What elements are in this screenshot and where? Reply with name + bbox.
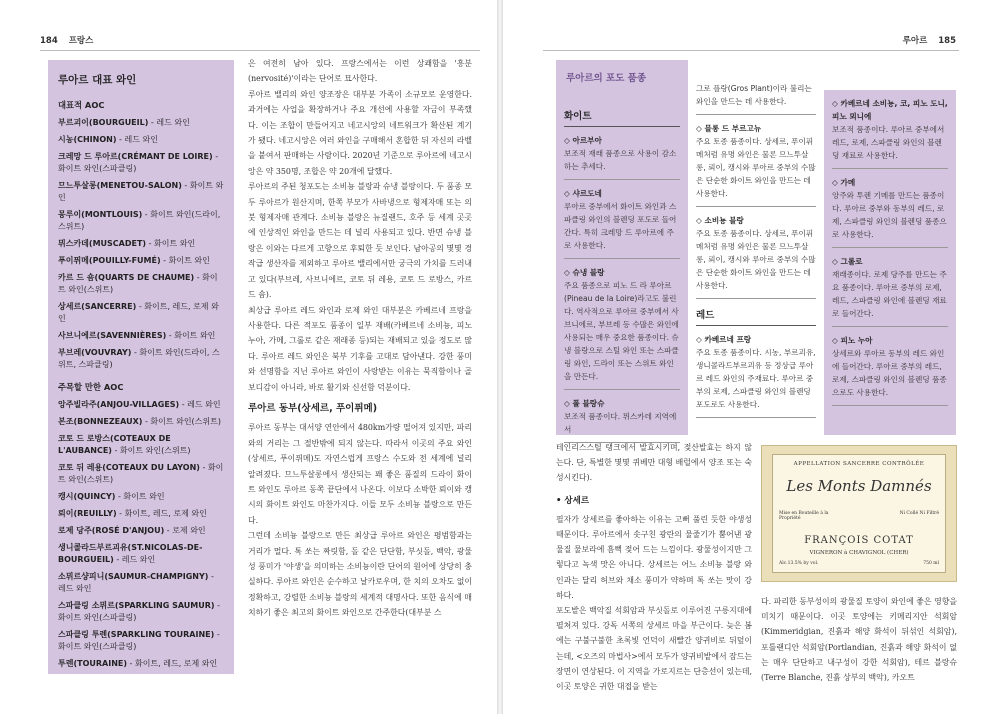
sidebar-wine-item — [58, 433, 224, 457]
sidebar-wine-item — [58, 209, 224, 233]
sidebar-wine-item — [58, 399, 224, 411]
grape-desc: 보조적 품종이다. 루아르 중부에서 레드, 로제, 스파클링 와인의 블렌딩 재료로 사용한다. — [832, 123, 948, 169]
label-wine-name: Les Monts Damnés — [786, 477, 932, 495]
wine-type: - 화이트, 레드, 로제 와인 — [127, 659, 218, 668]
grape-desc: 보조적 재래 품종으로 사용이 감소하는 추세다. — [564, 147, 680, 180]
grape-name: ◇ 폴 블랑슈 — [564, 399, 605, 408]
sidebar-wine-item — [58, 134, 224, 146]
wine-type: - 레드 와인 — [116, 135, 158, 144]
sidebar-wine-item — [58, 347, 224, 371]
wine-name: 스파클링 투렌(SPARKLING TOURAINE) — [58, 630, 215, 639]
sidebar-groups — [58, 99, 224, 670]
sidebar-wine-item — [58, 301, 224, 325]
wine-type: - 화이트 와인(드라이, 스위트) — [58, 210, 221, 231]
header-rule — [543, 50, 959, 51]
wine-name: 부브레(VOUVRAY) — [58, 348, 132, 357]
right-body-right — [761, 594, 957, 685]
sidebar-wine-item — [58, 658, 224, 670]
category-heading: 화이트 — [564, 110, 680, 127]
wine-type: - 레드 와인 — [58, 572, 214, 593]
wine-type: - 화이트 와인(스파클링) — [58, 601, 221, 622]
section-heading: • 상세르 — [556, 495, 590, 506]
label-alcohol: Alc.13.5% by vol. — [779, 561, 819, 566]
running-head: 루아르 — [902, 36, 928, 46]
sidebar-wine-item — [58, 462, 224, 486]
label-right-note: Ni Collé Ni Filtré — [899, 511, 939, 516]
wine-type: - 화이트 와인 — [160, 256, 210, 265]
grape-name: ◇ 그롤로 — [832, 257, 863, 266]
sidebar-wine-item — [58, 525, 224, 537]
grape-desc: 주요 토종 품종이다. 상세르, 푸이퓌메처럼 유명 와인은 물론 므느투살롱, 뢰이, 캥시와 루아르 중부의 수많은 단순한 화이트 와인을 만드는 데 사용한다. — [696, 135, 816, 207]
sidebar-wine-item — [58, 255, 224, 267]
wine-name: 투렌(TOURAINE) — [58, 659, 128, 668]
sidebar-group-heading: 주목할 만한 AOC — [58, 382, 124, 392]
sidebar-wine-item — [58, 151, 224, 175]
paragraph: 은 여전히 남아 있다. 프랑스에서는 이런 상쾌함을 '흥분(nervosité)'이라는 단어로 묘사한다. — [248, 59, 472, 84]
sidebar-wine-item — [58, 180, 224, 204]
wine-name: 생니콜라드부르괴유(ST.NICOLAS-DE-BOURGUEIL) — [58, 543, 203, 564]
wine-type: - 화이트 와인(스위트) — [58, 273, 218, 294]
label-volume: 750 ml — [923, 561, 939, 566]
grape-desc: 보조적 품종이다. 뮈스카데 지역에서 — [564, 410, 680, 443]
wine-type: - 화이트 와인(스위트) — [142, 417, 221, 426]
running-head: 프랑스 — [68, 36, 94, 46]
paragraph: 테인리스스틸 탱크에서 발효시키며, 젖산발효는 하지 않는다. 단, 특별한 몇몇 퀴베만 대형 배럴에서 양조 또는 숙성시킨다). — [556, 443, 752, 483]
sidebar-wine-item — [58, 238, 224, 250]
wine-name: 시농(CHINON) — [58, 135, 117, 144]
sidebar-wine-item — [58, 542, 224, 566]
paragraph: 필자가 상세르를 좋아하는 이유는 고뻐 풀린 듯한 야생성 때문이다. 루아르에서 솟구친 광란의 물줄기가 뿜어낸 광물질 물보라에 흠뻑 젖어 드는 느낌이다. 광물성이지만 그렇다고 녹색 맛은 아니다. 상세르는 어느 소비뇽 블랑 와인과는 달리 허브와 채소 풍미가 약하며 톡 쏘는 맛이 강하다. — [556, 514, 752, 600]
grape-name: ◇ 아르부아 — [564, 136, 602, 145]
sidebar-wine-item — [58, 330, 224, 342]
wine-name: 로제 당주(ROSÉ D'ANJOU) — [58, 526, 165, 535]
right-page-header — [903, 34, 956, 46]
paragraph: 루아르 밸리의 와인 양조장은 대부분 가족이 소규모로 운영한다. 과거에는 사업을 확장하거나 주요 개선에 사용할 자금이 부족했다. 이는 조합이 만들어지고 네고시앙의 네트워크가 확산된 계기가 됐다. 네고시앙은 여러 와인을 구매해서 혼합한 뒤 자신의 라벨을 붙여서 판매하는 사람이다. 2020년 기준으로 루아르에 네고시앙은 약 350명, 조합은 약 20개에 달했다. — [248, 89, 472, 176]
sidebar-title: 루아르 대표 와인 — [58, 74, 137, 86]
paragraph: 그런데 소비뇽 블랑으로 만든 최상급 루아르 와인은 평범함과는 거리가 멀다. 톡 쏘는 짜릿함, 돌 같은 단단함, 부싯돌, 백악, 광물성 풍미가 '야생'을 의미하는 소비뇽이란 단어의 원어에 상당히 충실하다. 루아르 와인은 순수하고 날카로우며, 한 치의 오차도 없이 정확하고, 강렬한 소비뇽 블랑의 세계적 대명사다. 또한 음식에 매치하기 좋은 최고의 화이트 와인으로 간주한다(대부분 스 — [248, 531, 472, 618]
wine-type: - 화이트, 레드, 로제 와인 — [58, 302, 219, 323]
wine-type: - 화이트 와인(스파클링) — [58, 152, 219, 173]
sidebar-wine-item — [58, 272, 224, 296]
grape-entries — [564, 134, 680, 443]
wine-type: - 화이트 와인(스위트) — [58, 463, 224, 484]
wine-type: - 화이트 와인 — [115, 492, 165, 501]
sidebar-wine-item — [58, 600, 224, 624]
label-appellation: APPELLATION SANCERRE CONTRÔLÉE — [793, 461, 925, 467]
grape-name: ◇ 피노 누아 — [832, 336, 873, 345]
left-page — [0, 0, 497, 714]
label-location: VIGNERON à CHAVIGNOL (CHER) — [809, 550, 909, 556]
grape-name: ◇ 믈롱 드 부르고뉴 — [696, 124, 762, 133]
section-heading: 루아르 동부(상세르, 푸이퓌메) — [248, 402, 378, 414]
paragraph: 루아르의 주된 청포도는 소비뇽 블랑과 슈냉 블랑이다. 두 품종 모두 루아르가 원산지며, 한쪽 부모가 사바냉으로 형제자매 또는 의붓 형제자매 관계다. 소비뇽 블랑은 뉴질랜드, 호주 등 세계 곳곳에 인상적인 와인을 만드는 데 널리 사용되고 있다. 반면 슈냉 블랑은 이와는 다르게 고향으로 후퇴한 듯 보인다. 남아공의 몇몇 경작급 생산자를 제외하고 루아르 밸리에서만 궁극의 가치를 드러내고 있다(부브레, 사브니에르, 코토 뒤 레용, 코토 드 로방스, 카르 드 숌). — [248, 182, 472, 300]
wine-type: - 화이트 와인(스파클링) — [58, 630, 220, 651]
sidebar-wine-item — [58, 491, 224, 503]
paragraph: 포도밭은 백악질 석회암과 부싯돌로 이루어진 구릉지대에 펼쳐져 있다. 강독 서쪽의 상세르 마을 부근이다. 늦은 봄에는 구불구불한 초록빛 언덕이 새빨간 양귀비로 뒤덮이는데, <오즈의 마법사>에서 모두가 양귀비밭에서 잠드는 장면이 연상된다. 이 지역을 가로지르는 단층선이 있는데, 이곳 토양은 귀한 대접을 받는 — [556, 606, 752, 692]
wine-type: - 화이트, 레드, 로제 와인 — [116, 509, 207, 518]
sidebar-group-heading: 대표적 AOC — [58, 100, 105, 110]
wine-type: - 레드 와인 — [113, 555, 156, 564]
wine-name: 앙주빌라주(ANJOU-VILLAGES) — [58, 400, 180, 409]
left-body-column — [248, 56, 472, 621]
grape-desc: 상세르와 루아르 동부의 레드 와인에 들어간다. 루아르 중부의 레드, 로제, 스파클링 와인의 블렌딩 품종으로도 사용한다. — [832, 347, 948, 406]
grape-desc: 주요 토종 품종이다. 상세르, 푸이퓌메처럼 유명 와인은 물론 므느투살롱, 뢰이, 캥시와 루아르 중부의 수많은 단순한 화이트 와인을 만드는 데 사용한다. — [696, 227, 816, 299]
wine-type: - 로제 와인 — [164, 526, 206, 535]
wine-type: - 화이트 와인 — [166, 331, 216, 340]
wine-label-image — [761, 445, 957, 582]
wine-name: 뢰이(REUILLY) — [58, 509, 117, 518]
grape-name: ◇ 가메 — [832, 178, 856, 187]
grape-entries — [696, 122, 816, 299]
page-number: 185 — [938, 36, 956, 46]
wine-name: 사브니에르(SAVENNIÈRES) — [58, 331, 167, 340]
wine-name: 캥시(QUINCY) — [58, 492, 116, 501]
wine-type: - 화이트 와인 — [146, 239, 196, 248]
sidebar-wine-item — [58, 117, 224, 129]
page-number: 184 — [40, 36, 58, 46]
grape-column-right — [824, 90, 956, 435]
wine-name: 카르 드 숌(QUARTS DE CHAUME) — [58, 273, 195, 282]
paragraph: 다. 파리한 동부성이의 광물질 토양이 와인에 좋은 영향을 미치기 때문이다. 이곳 토양에는 키메리지안 석회암(Kimmeridgian, 진흙과 해양 화석이 뒤섞인 석회암), 포틀랜디안 석회암(Portlandian, 진흙과 해양 화석이 없는 매우 단단하고 내구성이 강한 석회암), 테르 블랑슈(Terre Blanche, 진흙 상부의 백악), 카오트 — [761, 597, 957, 683]
wine-type: - 화이트 와인(드라이, 스위트, 스파클링) — [58, 348, 220, 369]
grape-desc: 그로 플랑(Gros Plant)이라 불리는 와인을 만드는 데 사용한다. — [696, 82, 816, 115]
grape-name: ◇ 슈냉 블랑 — [564, 268, 605, 277]
wine-name: 부르괴이(BOURGUEIL) — [58, 118, 149, 127]
wine-name: 상세르(SANCERRE) — [58, 302, 137, 311]
grape-desc: 루아르 중부에서 화이트 와인과 스파클링 와인의 블렌딩 포도로 들어간다. 특히 크레망 드 루아르에 주로 사용한다. — [564, 200, 680, 259]
wine-sidebar — [48, 60, 234, 674]
wine-name: 본조(BONNEZEAUX) — [58, 417, 143, 426]
grape-column-middle — [692, 82, 820, 418]
grape-title-band — [556, 60, 688, 100]
grape-box-title: 루아르의 포도 품종 — [566, 73, 647, 84]
sidebar-wine-item — [58, 629, 224, 653]
left-page-header — [40, 34, 93, 46]
grape-desc: 앙주와 투렌 기메를 만드는 품종이다. 루아르 중부와 동부의 레드, 로제, 스파클링 와인의 블렌딩 품종으로 사용한다. — [832, 189, 948, 248]
grape-name: ◇ 소비뇽 블랑 — [696, 216, 744, 225]
header-rule — [40, 50, 480, 51]
sidebar-wine-item — [58, 571, 224, 595]
wine-name: 푸이퓌메(POUILLY-FUMÉ) — [58, 256, 161, 265]
wine-label-card — [772, 454, 946, 573]
wine-type: - 레드 와인 — [148, 118, 190, 127]
grape-desc: 주요 품종으로 피노 드 라 루아르(Pineau de la Loire)라고도 불린다. 역사적으로 루아르 중부에서 사브니에르, 부브레 등 수많은 와인에 사용되는 매우 중요한 품종이다. 슈냉 블랑으로 스틸 와인 또는 스파클링 와인, 드라이 또는 스위트 와인을 만든다. — [564, 279, 680, 390]
label-producer: FRANÇOIS COTAT — [804, 535, 914, 546]
wine-type: - 화이트 와인(스위트) — [111, 446, 191, 455]
wine-name: 크레망 드 루아르(CRÉMANT DE LOIRE) — [58, 152, 213, 161]
wine-name: 소뮈르샹피니(SAUMUR-CHAMPIGNY) — [58, 572, 209, 581]
sidebar-wine-item — [58, 508, 224, 520]
wine-name: 스파클링 소뮈르(SPARKLING SAUMUR) — [58, 601, 215, 610]
sidebar-wine-item — [58, 416, 224, 428]
grape-name: ◇ 샤르도네 — [564, 189, 602, 198]
wine-name: 뮈스카데(MUSCADET) — [58, 239, 147, 248]
wine-name: 몽루이(MONTLOUIS) — [58, 210, 143, 219]
grape-name: ◇ 카베르네 프랑 — [696, 335, 752, 344]
wine-name: 코토 드 로방스(COTEAUX DE L'AUBANCE) — [58, 434, 171, 455]
grape-desc: 재래종이다. 로제 당주를 만드는 주요 품종이다. 루아르 중부의 로제, 레드, 스파클링 와인에 블렌딩 재료로 들어간다. — [832, 268, 948, 327]
grape-varieties-box — [556, 60, 956, 435]
category-heading: 레드 — [696, 309, 816, 326]
label-left-note: Mise en Bouteille à la Propriété — [779, 511, 829, 521]
right-body-left — [556, 440, 752, 694]
grape-desc: 주요 토종 품종이다. 시농, 부르괴유, 생니콜라드부르괴유 등 정상급 루아르 레드 와인의 주재료다. 루아르 중부의 로제, 스파클링 와인의 블렌딩 포도로도 사용한다. — [696, 346, 816, 418]
paragraph: 루아르 동부는 대서양 연안에서 480km가량 떨어져 있지만, 파리와의 거리는 그 절반밖에 되지 않는다. 따라서 이곳의 주요 와인(상세르, 푸이퓌메)도 자연스럽게 프랑스 수도와 전 세계에 널리 알려졌다. 므느투살롱에서 생산되는 꽤 좋은 품질의 드라이 화이트 와인도 루아르 동쪽 끝단에서 나온다. 이보다 소박한 뢰이와 캥시의 화이트 와인도 마찬가지다. 이들 모두 소비뇽 블랑으로 만든다. — [248, 423, 472, 525]
wine-name: 코토 뒤 레용(COTEAUX DU LAYON) — [58, 463, 200, 472]
grape-entries — [832, 97, 948, 406]
paragraph: 최상급 루아르 레드 와인과 로제 와인 대부분은 카베르네 프랑을 사용한다. 다른 적포도 품종이 일부 재배(카베르네 소비뇽, 피노 누아, 가메, 그롤로 같은 재래종 등)되는 재배되고 있을 정도로 많다. 루아르 레드 와인은 북부 기후를 고대로 담아낸다. 강한 풍미와 선명함을 지닌 루아르 와인이 사랑받는 이유는 묵직함이나 골보디감이 아니라, 바로 활기와 신선함 덕분이다. — [248, 305, 472, 392]
wine-name: 므느투살롱(MENETOU-SALON) — [58, 181, 182, 190]
grape-column-white — [556, 100, 688, 435]
wine-type: - 레드 와인 — [179, 400, 221, 409]
grape-name: ◇ 카베르네 소비뇽, 코, 피노 도니, 피노 뫼니에 — [832, 99, 948, 121]
wine-type: - 화이트 와인 — [58, 181, 224, 202]
grape-entries — [696, 333, 816, 418]
